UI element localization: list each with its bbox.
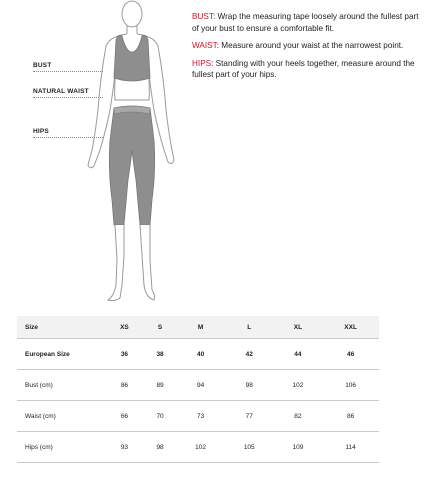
table-cell: 102 (176, 432, 225, 463)
waist-instruction (192, 40, 424, 52)
body-figure-illustration (70, 0, 210, 305)
bust-instruction-text: : Wrap the measuring tape loosely around the fullest part of your bust to ensure a comfortable fit. (192, 12, 419, 33)
table-cell: Waist (cm) (17, 401, 105, 432)
table-cell: 70 (144, 401, 176, 432)
table-header-cell: XS (105, 316, 144, 339)
table-header-cell: XL (274, 316, 323, 339)
table-cell: 105 (225, 432, 274, 463)
table-cell: 89 (144, 370, 176, 401)
table-cell: Hips (cm) (17, 432, 105, 463)
table-cell: 73 (176, 401, 225, 432)
table-cell: 82 (274, 401, 323, 432)
table-header-cell: L (225, 316, 274, 339)
table-cell: 102 (274, 370, 323, 401)
table-cell: 109 (274, 432, 323, 463)
hips-guide-line (33, 137, 103, 138)
hips-instruction-text: : Standing with your heels together, measure around the fullest part of your hips. (192, 58, 415, 79)
waist-instruction-text: : Measure around your waist at the narrowest point. (216, 41, 404, 50)
capri-leggings (109, 106, 154, 225)
measuring-instructions (192, 11, 424, 87)
natural-waist-label: NATURAL WAIST (33, 88, 89, 95)
table-cell: 42 (225, 339, 274, 370)
table-cell: 66 (105, 401, 144, 432)
table-header-cell: XXL (322, 316, 379, 339)
hips-term: HIPS (192, 58, 212, 68)
table-cell: 46 (322, 339, 379, 370)
table-header-cell: M (176, 316, 225, 339)
table-cell: Bust (cm) (17, 370, 105, 401)
table-cell: 93 (105, 432, 144, 463)
table-header-cell: S (144, 316, 176, 339)
table-cell: 106 (322, 370, 379, 401)
table-cell: 114 (322, 432, 379, 463)
table-cell: 44 (274, 339, 323, 370)
hips-instruction (192, 58, 424, 81)
table-cell: 36 (105, 339, 144, 370)
table-header-row (17, 316, 379, 339)
waist-term: WAIST (192, 41, 217, 50)
table-cell: 77 (225, 401, 274, 432)
table-cell: 86 (322, 401, 379, 432)
table-row (17, 401, 379, 432)
table-cell: 98 (225, 370, 274, 401)
table-cell: 38 (144, 339, 176, 370)
bust-term: BUST (192, 12, 213, 21)
table-cell: 40 (176, 339, 225, 370)
bust-instruction (192, 11, 424, 34)
figure-legs (108, 225, 155, 301)
table-cell: 98 (144, 432, 176, 463)
table-cell: 86 (105, 370, 144, 401)
size-chart-table (17, 316, 379, 463)
figure-head (122, 1, 142, 27)
table-header-cell: Size (17, 316, 105, 339)
bust-guide-line (33, 71, 103, 72)
bust-label: BUST (33, 62, 52, 69)
table-row (17, 339, 379, 370)
sports-bra (114, 36, 150, 82)
table-row (17, 370, 379, 401)
hips-label: HIPS (33, 128, 49, 135)
table-row (17, 432, 379, 463)
natural-waist-guide-line (33, 97, 103, 98)
table-cell: European Size (17, 339, 105, 370)
table-cell: 94 (176, 370, 225, 401)
